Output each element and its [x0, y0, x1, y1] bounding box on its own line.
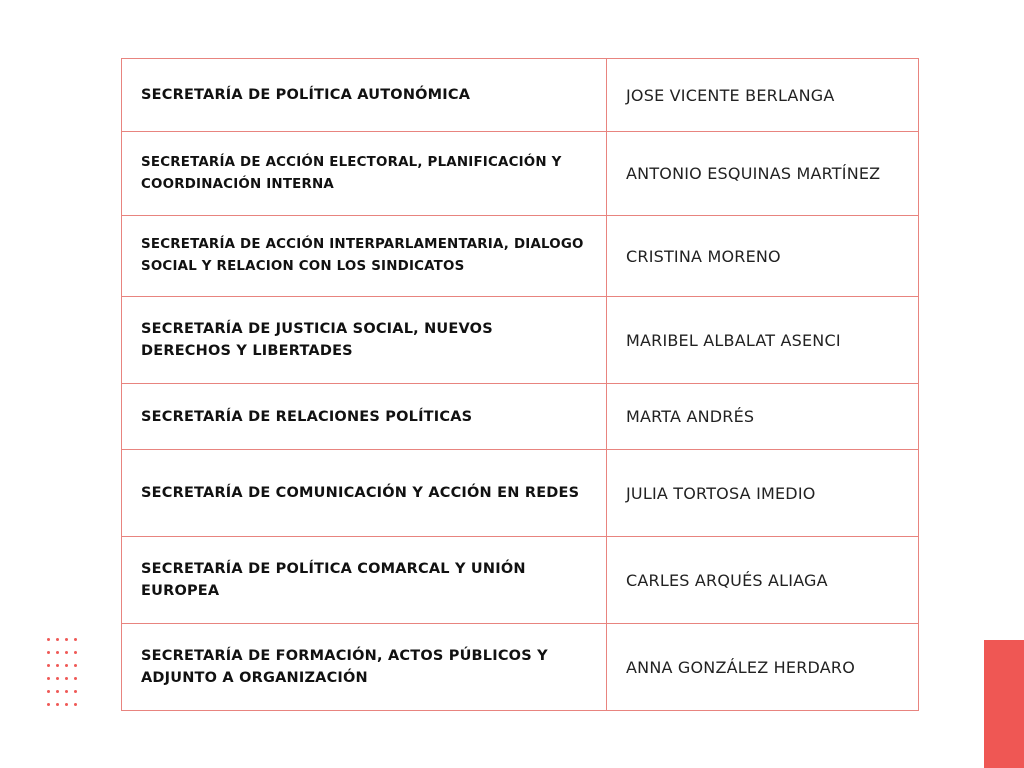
dot [56, 638, 59, 641]
dot [74, 664, 77, 667]
dot [47, 703, 50, 706]
department-cell: SECRETARÍA DE FORMACIÓN, ACTOS PÚBLICOS Y ADJUNTO A ORGANIZACIÓN [122, 624, 607, 710]
department-cell: SECRETARÍA DE POLÍTICA COMARCAL Y UNIÓN EUROPEA [122, 537, 607, 623]
person-cell: CARLES ARQUÉS ALIAGA [607, 537, 919, 623]
department-cell: SECRETARÍA DE ACCIÓN ELECTORAL, PLANIFICACIÓN Y COORDINACIÓN INTERNA [122, 132, 607, 215]
person-cell: ANNA GONZÁLEZ HERDARO [607, 624, 919, 710]
dot [65, 677, 68, 680]
table-row [122, 450, 919, 537]
department-cell: SECRETARÍA DE POLÍTICA AUTONÓMICA [122, 59, 607, 131]
dot [56, 651, 59, 654]
dot [47, 638, 50, 641]
person-cell: CRISTINA MORENO [607, 216, 919, 296]
dot [74, 638, 77, 641]
table-row [122, 132, 919, 216]
dot [47, 677, 50, 680]
dot [56, 664, 59, 667]
dot [47, 651, 50, 654]
table-row [122, 59, 919, 132]
dot [74, 677, 77, 680]
dot [74, 651, 77, 654]
person-cell: MARIBEL ALBALAT ASENCI [607, 297, 919, 383]
secretariat-table [121, 58, 919, 711]
table-row [122, 216, 919, 297]
dot [65, 690, 68, 693]
dot [56, 677, 59, 680]
department-cell: SECRETARÍA DE RELACIONES POLÍTICAS [122, 384, 607, 449]
dot [56, 703, 59, 706]
dot [65, 651, 68, 654]
decorative-dot-grid [47, 638, 77, 706]
dot [47, 664, 50, 667]
person-cell: ANTONIO ESQUINAS MARTÍNEZ [607, 132, 919, 215]
department-cell: SECRETARÍA DE JUSTICIA SOCIAL, NUEVOS DERECHOS Y LIBERTADES [122, 297, 607, 383]
dot [56, 690, 59, 693]
dot [65, 638, 68, 641]
dot [74, 690, 77, 693]
dot [65, 703, 68, 706]
table-row [122, 384, 919, 450]
table-row [122, 624, 919, 711]
accent-bar [984, 640, 1024, 768]
person-cell: JOSE VICENTE BERLANGA [607, 59, 919, 131]
dot [74, 703, 77, 706]
department-cell: SECRETARÍA DE COMUNICACIÓN Y ACCIÓN EN REDES [122, 450, 607, 536]
dot [65, 664, 68, 667]
person-cell: JULIA TORTOSA IMEDIO [607, 450, 919, 536]
person-cell: MARTA ANDRÉS [607, 384, 919, 449]
table-row [122, 297, 919, 384]
department-cell: SECRETARÍA DE ACCIÓN INTERPARLAMENTARIA, DIALOGO SOCIAL Y RELACION CON LOS SINDICATOS [122, 216, 607, 296]
dot [47, 690, 50, 693]
table-row [122, 537, 919, 624]
